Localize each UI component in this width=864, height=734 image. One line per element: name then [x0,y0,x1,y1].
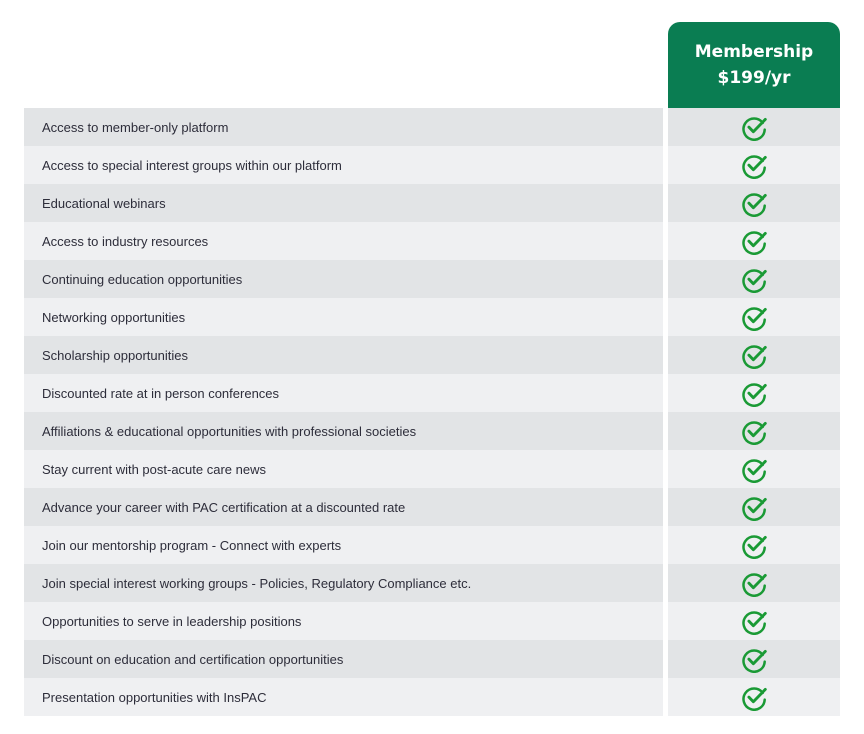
plan-price: $199/yr [717,68,791,88]
feature-row [24,450,840,488]
check-circle-icon [741,684,768,711]
included-cell [668,640,840,678]
check-circle-icon [741,646,768,673]
check-circle-icon [741,418,768,445]
feature-label: Continuing education opportunities [24,260,663,298]
feature-row [24,488,840,526]
included-cell [668,298,840,336]
feature-label: Access to special interest groups within our platform [24,146,663,184]
feature-label: Join our mentorship program - Connect with experts [24,526,663,564]
check-circle-icon [741,608,768,635]
included-cell [668,564,840,602]
feature-label: Advance your career with PAC certification at a discounted rate [24,488,663,526]
check-circle-icon [741,380,768,407]
feature-label: Presentation opportunities with InsPAC [24,678,663,716]
feature-label: Networking opportunities [24,298,663,336]
included-cell [668,526,840,564]
feature-row [24,222,840,260]
feature-row [24,678,840,716]
check-circle-icon [741,570,768,597]
feature-row [24,412,840,450]
feature-row [24,374,840,412]
check-circle-icon [741,304,768,331]
feature-label: Access to member-only platform [24,108,663,146]
included-cell [668,678,840,716]
included-cell [668,336,840,374]
feature-label: Discounted rate at in person conferences [24,374,663,412]
feature-row [24,640,840,678]
check-circle-icon [741,114,768,141]
feature-comparison-table [24,108,840,716]
feature-label: Discount on education and certification opportunities [24,640,663,678]
included-cell [668,602,840,640]
check-circle-icon [741,152,768,179]
check-circle-icon [741,228,768,255]
feature-row [24,108,840,146]
check-circle-icon [741,342,768,369]
feature-row [24,184,840,222]
included-cell [668,260,840,298]
check-circle-icon [741,532,768,559]
feature-row [24,298,840,336]
membership-plan-header [668,22,840,108]
check-circle-icon [741,494,768,521]
included-cell [668,450,840,488]
included-cell [668,412,840,450]
feature-row [24,146,840,184]
feature-label: Affiliations & educational opportunities with professional societies [24,412,663,450]
feature-label: Educational webinars [24,184,663,222]
included-cell [668,108,840,146]
feature-row [24,564,840,602]
included-cell [668,146,840,184]
feature-label: Join special interest working groups - Policies, Regulatory Compliance etc. [24,564,663,602]
check-circle-icon [741,456,768,483]
included-cell [668,222,840,260]
included-cell [668,374,840,412]
check-circle-icon [741,266,768,293]
plan-title: Membership [694,42,814,62]
feature-row [24,336,840,374]
feature-label: Access to industry resources [24,222,663,260]
included-cell [668,488,840,526]
feature-row [24,602,840,640]
feature-label: Stay current with post-acute care news [24,450,663,488]
check-circle-icon [741,190,768,217]
feature-label: Opportunities to serve in leadership positions [24,602,663,640]
feature-row [24,526,840,564]
included-cell [668,184,840,222]
feature-row [24,260,840,298]
feature-label: Scholarship opportunities [24,336,663,374]
